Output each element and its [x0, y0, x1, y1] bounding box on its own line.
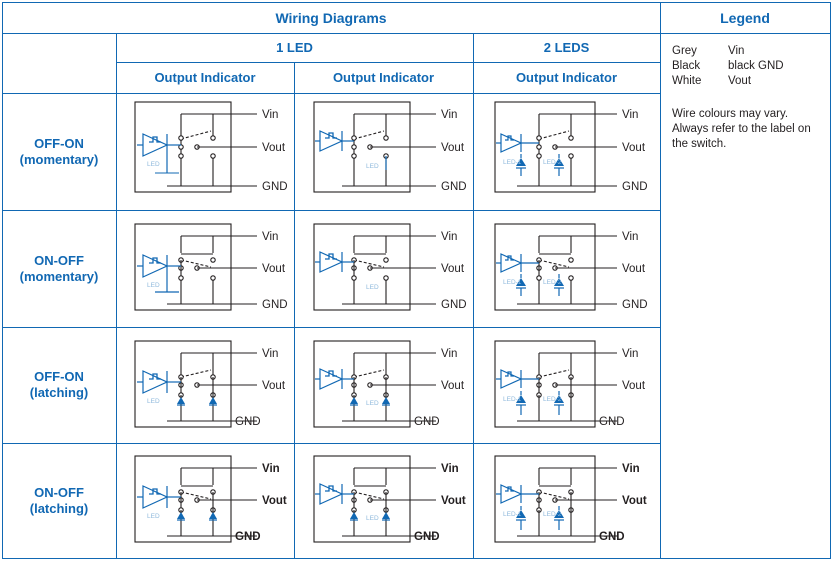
row-rule-bottom: [2, 558, 831, 559]
diagram-onoff-latching-1led-a: [125, 452, 295, 552]
title-legend: Legend: [720, 9, 770, 26]
pin-label-vin: Vin: [262, 231, 279, 243]
diagram-onoff-momentary-1led-b: [304, 220, 474, 320]
diagram-onoff-latching-2led: [487, 452, 657, 552]
pin-label-vin: Vin: [262, 463, 280, 475]
legend-meaning-2: black GND: [728, 60, 784, 72]
legend-colour-2: Black: [672, 60, 701, 72]
led-label: LED: [147, 513, 160, 520]
led-label-1: LED-1: [503, 279, 522, 286]
title-wiring-diagrams: Wiring Diagrams: [275, 9, 387, 26]
header-output-indicator-1: Output Indicator: [154, 70, 256, 85]
pin-label-gnd: GND: [414, 416, 440, 428]
pin-label-vout: Vout: [622, 263, 646, 275]
pin-label-vin: Vin: [622, 463, 640, 475]
led-label-1: LED-1: [503, 511, 522, 518]
row-label-1: [2, 93, 116, 210]
pin-label-gnd: GND: [622, 181, 648, 193]
pin-label-gnd: GND: [235, 531, 261, 543]
diagram-offon-latching-1led-b: [304, 337, 474, 437]
pin-label-vout: Vout: [441, 380, 465, 392]
led-label: LED: [147, 161, 160, 168]
pin-label-vout: Vout: [622, 380, 646, 392]
diagram-offon-latching-2led: [487, 337, 657, 437]
diagram-offon-momentary-2led: [487, 98, 657, 198]
led-label: LED: [366, 515, 379, 522]
pin-label-gnd: GND: [441, 181, 467, 193]
row-label-3: [2, 327, 116, 443]
pin-label-gnd: GND: [441, 299, 467, 311]
legend-list: [672, 44, 822, 89]
pin-label-gnd: GND: [262, 299, 288, 311]
column-rule-legend: [660, 2, 661, 559]
row-label-3-mode: (latching): [29, 385, 89, 400]
led-label: LED: [366, 163, 379, 170]
pin-label-vin: Vin: [441, 231, 458, 243]
column-rule-right: [830, 2, 831, 559]
pin-label-vout: Vout: [441, 142, 465, 154]
row-label-4: [2, 443, 116, 558]
row-label-2-name: ON-OFF: [34, 252, 84, 268]
pin-label-gnd: GND: [235, 416, 261, 428]
row-rule-under-legend-title: [660, 33, 830, 34]
led-label: LED: [366, 284, 379, 291]
pin-label-vin: Vin: [441, 348, 458, 360]
row-label-2: [2, 210, 116, 327]
legend-colour-3: White: [672, 75, 702, 87]
led-label-1: LED-1: [503, 159, 522, 166]
diagram-offon-momentary-1led-b: [304, 98, 474, 198]
legend-row-1: [672, 44, 822, 59]
led-label-2: LED-2: [543, 511, 562, 518]
row-label-3-name: OFF-ON: [34, 369, 84, 384]
pin-label-vout: Vout: [441, 263, 465, 275]
legend-note: Wire colours may vary. Always refer to the label on the switch.: [672, 108, 811, 150]
legend-meaning-1: Vin: [728, 45, 745, 57]
led-label-2: LED-2: [543, 159, 562, 166]
diagram-offon-latching-1led-a: [125, 337, 295, 437]
led-label: LED: [147, 282, 160, 289]
pin-label-vin: Vin: [441, 463, 459, 475]
led-label: LED: [366, 400, 379, 407]
legend-colour-1: Grey: [672, 45, 697, 57]
led-label: LED: [147, 398, 160, 405]
row-label-1-name: OFF-ON: [34, 135, 84, 151]
row-label-4-mode: (latching): [29, 500, 89, 516]
diagram-onoff-momentary-1led-a: [125, 220, 295, 320]
pin-label-gnd: GND: [599, 531, 625, 543]
pin-label-gnd: GND: [599, 416, 625, 428]
pin-label-vout: Vout: [262, 380, 286, 392]
row-label-2-mode: (momentary): [19, 268, 99, 284]
pin-label-gnd: GND: [414, 531, 440, 543]
pin-label-vout: Vout: [262, 142, 286, 154]
led-label-1: LED-1: [503, 396, 522, 403]
pin-label-vin: Vin: [262, 348, 279, 360]
pin-label-vout: Vout: [262, 495, 287, 507]
header-output-indicator-2: Output Indicator: [332, 70, 435, 85]
pin-label-vout: Vout: [622, 495, 647, 507]
row-label-4-name: ON-OFF: [34, 484, 84, 500]
pin-label-vin: Vin: [441, 109, 458, 121]
pin-label-vout: Vout: [622, 142, 646, 154]
pin-label-vout: Vout: [262, 263, 286, 275]
row-label-1-mode: (momentary): [19, 151, 99, 167]
header-1-led: 1 LED: [276, 40, 313, 55]
pin-label-vin: Vin: [622, 231, 639, 243]
column-rule-rowlabel: [116, 33, 117, 559]
led-label-2: LED-2: [543, 396, 562, 403]
pin-label-gnd: GND: [262, 181, 288, 193]
legend-meaning-3: Vout: [728, 75, 752, 87]
diagram-onoff-latching-1led-b: [304, 452, 474, 552]
pin-label-vin: Vin: [262, 109, 279, 121]
header-output-indicator-3: Output Indicator: [515, 70, 618, 85]
pin-label-vout: Vout: [441, 495, 466, 507]
pin-label-vin: Vin: [622, 348, 639, 360]
pin-label-gnd: GND: [622, 299, 648, 311]
diagram-offon-momentary-1led-a: [125, 98, 295, 198]
pin-label-vin: Vin: [622, 109, 639, 121]
led-label-2: LED-2: [543, 279, 562, 286]
legend-row-2: [672, 59, 822, 74]
header-2-leds: 2 LEDS: [543, 40, 590, 55]
legend-row-3: [672, 74, 822, 89]
diagram-onoff-momentary-2led: [487, 220, 657, 320]
